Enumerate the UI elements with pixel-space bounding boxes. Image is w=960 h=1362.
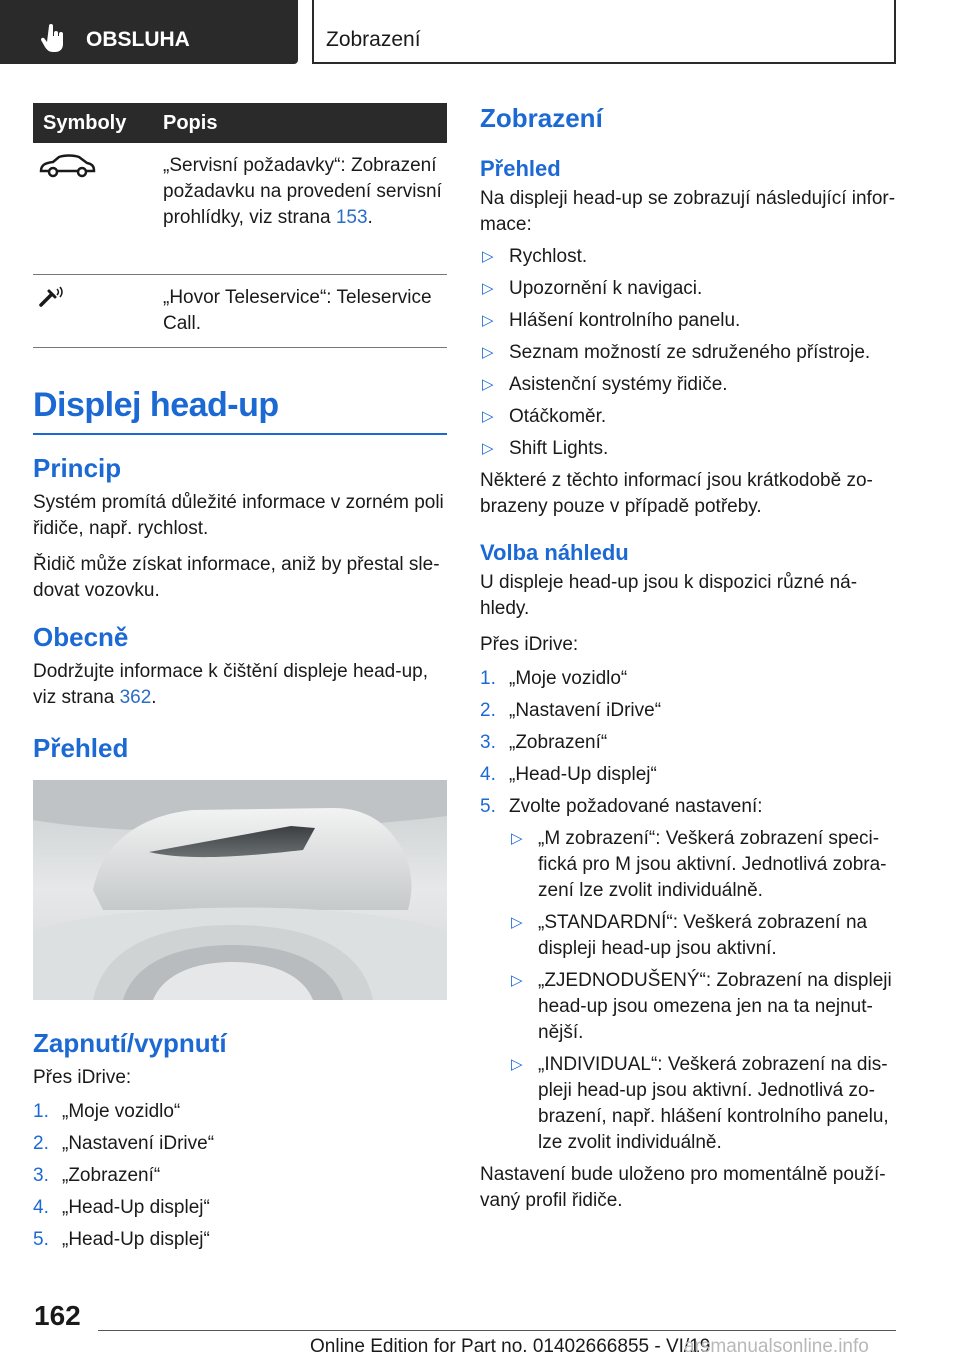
list-item: 3. „Zobrazení“ — [480, 732, 608, 753]
triangle-bullet-icon: ▷ — [511, 1056, 523, 1073]
list-item: ▷ „STANDARDNÍ“: Veškerá zobrazení na displeji head-up jsou aktivní. — [511, 912, 868, 959]
via-idrive-text: Přes iDrive: — [33, 1066, 132, 1088]
header-tab-label: OBSLUHA — [86, 28, 190, 51]
heading-principle: Princip — [33, 452, 122, 483]
page-number: 162 — [34, 1300, 81, 1331]
triangle-bullet-icon: ▷ — [482, 344, 494, 361]
principle-paragraph-1: Systém promítá důležité informace v zorném poli řidiče, např. rychlost. — [33, 491, 444, 539]
teleservice-text: „Hovor Teleservice“: Teleservice Call. — [163, 274, 447, 347]
list-item: ▷ „INDIVIDUAL“: Veškerá zobrazení na dis-pleji head-up jsou aktivní. Jednotlivá zo-brazení, např. hlášení kontrolního panelu, lze zvolit individuálně. — [511, 1054, 889, 1153]
view-selection-steps — [480, 666, 896, 820]
list-item: 1. „Moje vozidlo“ — [480, 668, 628, 689]
table-header-description: Popis — [163, 103, 447, 143]
header-tab — [0, 0, 298, 64]
list-item: ▷ Asistenční systémy řidiče. — [480, 372, 896, 398]
triangle-bullet-icon: ▷ — [511, 914, 523, 931]
list-item: ▷ Upozornění k navigaci. — [480, 276, 896, 302]
header-section-title: Zobrazení — [326, 28, 421, 51]
heading-view-selection: Volba náhledu — [480, 540, 629, 565]
list-item: ▷ Otáčkoměr. — [480, 404, 896, 430]
display-info-list — [480, 244, 896, 462]
triangle-bullet-icon: ▷ — [511, 830, 523, 847]
view-options-list — [480, 826, 896, 1156]
footer-edition: Online Edition for Part no. 01402666855 - VI/19 — [310, 1336, 711, 1357]
triangle-bullet-icon: ▷ — [511, 972, 523, 989]
heading-on-off: Zapnutí/vypnutí — [33, 1027, 227, 1058]
symbols-table — [33, 103, 447, 348]
triangle-bullet-icon: ▷ — [482, 376, 494, 393]
head-up-display-photo — [33, 780, 447, 1000]
footer-divider — [98, 1330, 896, 1331]
triangle-bullet-icon: ▷ — [482, 248, 494, 265]
overview-intro: Na displeji head-up se zobrazují následující infor-mace: — [480, 188, 896, 235]
list-item: 4. „Head-Up displej“ — [33, 1196, 210, 1218]
right-column — [480, 103, 896, 1214]
settings-saved-note: Nastavení bude uloženo pro momentálně použí-vaný profil řidiče. — [480, 1164, 886, 1211]
list-item: 5. „Head-Up displej“ — [33, 1228, 210, 1250]
service-request-text: „Servisní požadavky“: Zobrazení požadavku na provedení servisní prohlídky, viz strana — [163, 155, 442, 228]
list-item: ▷ „M zobrazení“: Veškerá zobrazení speci-fická pro M jsou aktivní. Jednotlivá zobra-zení lze zvolit individuálně. — [511, 828, 887, 901]
principle-paragraph-2: Řidič může získat informace, aniž by přestal sle-dovat vozovku. — [33, 553, 440, 601]
page-link-153[interactable]: 153 — [335, 207, 368, 228]
table-row — [33, 274, 447, 347]
phone-wrench-icon — [37, 285, 67, 309]
triangle-bullet-icon: ▷ — [482, 440, 494, 457]
list-item: ▷ „ZJEDNODUŠENÝ“: Zobrazení na displeji head-up jsou omezena jen na ta nejnut-nější. — [511, 970, 892, 1043]
watermark: arsmanualsonline.info — [684, 1336, 869, 1357]
list-item: 1. „Moje vozidlo“ — [33, 1100, 181, 1122]
list-item: ▷ Shift Lights. — [480, 436, 896, 462]
via-idrive-text-right: Přes iDrive: — [480, 634, 579, 655]
page-link-362[interactable]: 362 — [119, 686, 152, 708]
car-service-icon — [37, 153, 97, 179]
list-item: 2. „Nastavení iDrive“ — [33, 1132, 215, 1154]
list-item: 2. „Nastavení iDrive“ — [480, 700, 662, 721]
hand-pointer-icon — [40, 24, 66, 54]
heading-overview: Přehled — [33, 732, 129, 763]
table-row: „Servisní požadavky“: Zobrazení požadavku na provedení servisní prohlídky, viz strana 153. — [33, 143, 447, 274]
list-item: ▷ Seznam možností ze sdruženého přístroje. — [480, 340, 896, 366]
on-off-steps — [33, 1099, 447, 1253]
list-item: 5. Zvolte požadované nastavení: — [480, 796, 763, 817]
header-section — [312, 0, 896, 64]
display-note: Některé z těchto informací jsou krátkodobě zo-brazeny pouze v případě potřeby. — [480, 470, 873, 517]
table-header-symbols: Symboly — [33, 103, 163, 143]
list-item: ▷ Rychlost. — [480, 244, 896, 270]
list-item: 3. „Zobrazení“ — [33, 1164, 161, 1186]
triangle-bullet-icon: ▷ — [482, 312, 494, 329]
triangle-bullet-icon: ▷ — [482, 280, 494, 297]
list-item: 4. „Head-Up displej“ — [480, 764, 657, 785]
view-selection-intro: U displeje head-up jsou k dispozici různé ná-hledy. — [480, 572, 858, 619]
heading-display: Zobrazení — [480, 103, 603, 133]
general-paragraph: Dodržujte informace k čištění displeje head-up, viz strana 362. — [33, 660, 428, 708]
left-column — [33, 103, 447, 1259]
heading-overview-right: Přehled — [480, 156, 561, 181]
heading-general: Obecně — [33, 621, 129, 652]
heading-head-up-display: Displej head-up — [33, 386, 447, 435]
list-item: ▷ Hlášení kontrolního panelu. — [480, 308, 896, 334]
triangle-bullet-icon: ▷ — [482, 408, 494, 425]
